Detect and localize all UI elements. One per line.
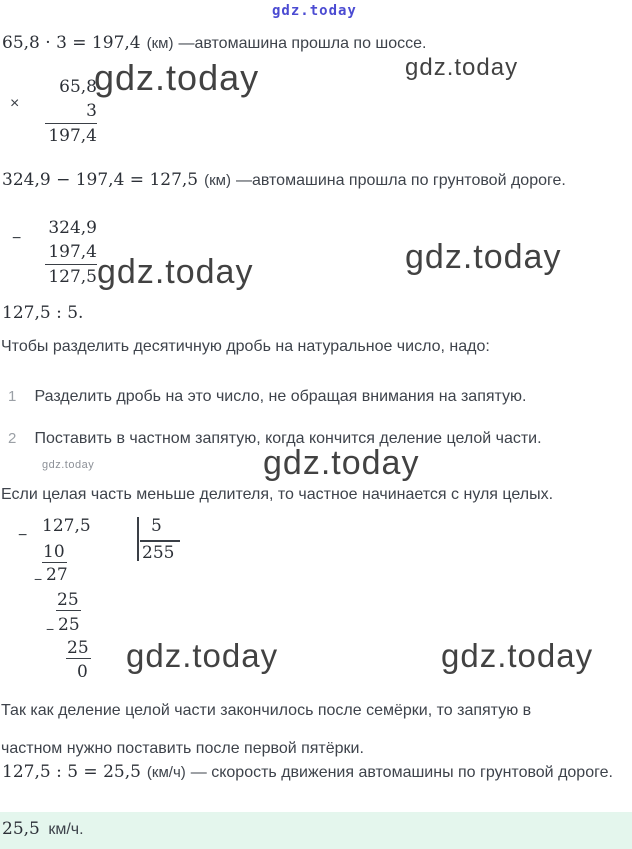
division-bracket-vertical-line	[137, 517, 139, 561]
unit-km-h: (км/ч)	[146, 764, 186, 781]
equation-subtraction: 324,9 − 197,4 = 127,5	[2, 170, 199, 190]
division-quotient: 255	[142, 543, 175, 563]
division-step-4: 25	[58, 615, 80, 635]
explanation-paragraph: Так как деление целой части закончилось после семёрки, то запятую в частном нужно поставить после первой пятёрки.	[1, 702, 532, 757]
rule-number-1: 1	[8, 388, 17, 405]
rule-number-2: 2	[8, 430, 17, 447]
watermark-bottom-right: gdz.today	[441, 637, 594, 674]
equation-division-result: 127,5 : 5 = 25,5	[2, 762, 141, 782]
division-expression: 127,5 : 5.	[2, 303, 84, 323]
unit-km: (км)	[204, 172, 231, 189]
statement-highway-text: —автомашина прошла по шоссе.	[178, 35, 427, 52]
rule-text-1: Разделить дробь на это число, не обращая внимания на запятую.	[34, 388, 527, 405]
watermark-top-blue: gdz.today	[272, 3, 357, 19]
division-step-2: 27	[46, 565, 68, 585]
rule-text-2: Поставить в частном запятую, когда кончится деление целой части.	[34, 430, 542, 447]
mult-factor1: 65,8	[59, 77, 97, 97]
statement-highway-distance	[2, 33, 427, 53]
rule-item-1	[8, 388, 526, 406]
watermark-mid-center: gdz.today	[263, 444, 420, 482]
watermark-mid-right: gdz.today	[405, 238, 562, 276]
watermark-bottom-left: gdz.today	[126, 637, 279, 674]
minus-sign: −	[34, 571, 43, 587]
statement-dirt-road-text: —автомашина прошла по грунтовой дороге.	[235, 172, 566, 189]
answer-highlight	[0, 812, 632, 849]
final-statement-text: — скорость движения автомашины по грунтовой дороге.	[190, 764, 613, 781]
mult-factor2: 3	[45, 99, 97, 124]
watermark-after-subtraction: gdz.today	[97, 253, 254, 291]
final-statement	[2, 755, 614, 790]
watermark-after-multiplication: gdz.today	[94, 57, 260, 98]
minus-sign: −	[12, 230, 22, 247]
sub-minuend: 324,9	[48, 218, 97, 238]
minus-sign: −	[46, 621, 55, 637]
division-step-3: 25	[57, 590, 79, 610]
division-bracket-horizontal-line	[140, 540, 180, 542]
long-division	[0, 515, 220, 685]
division-step-1: 10	[43, 542, 65, 562]
watermark-small-gray: gdz.today	[42, 459, 95, 471]
sub-subtrahend: 197,4	[45, 240, 97, 265]
minus-sign: −	[18, 527, 28, 544]
rule-intro: Чтобы разделить десятичную дробь на натуральное число, надо:	[1, 338, 490, 355]
answer-value: 25,5	[2, 819, 40, 839]
multiply-sign: ×	[10, 95, 20, 112]
sub-difference: 127,5	[48, 267, 97, 287]
division-divisor: 5	[151, 516, 162, 536]
answer-unit: км/ч.	[48, 821, 84, 838]
unit-km: (км)	[146, 35, 174, 52]
rule-item-2	[8, 430, 542, 448]
column-multiplication	[0, 75, 120, 145]
statement-dirt-road-distance	[2, 170, 566, 190]
watermark-top-right: gdz.today	[405, 54, 519, 81]
division-remainder: 0	[77, 662, 88, 682]
equation-multiplication: 65,8 · 3 = 197,4	[2, 33, 141, 53]
mult-product: 197,4	[48, 126, 97, 146]
division-dividend: 127,5	[42, 516, 91, 536]
rule-note: Если целая часть меньше делителя, то частное начинается с нуля целых.	[1, 486, 554, 503]
division-step-5: 25	[67, 638, 89, 658]
column-subtraction	[0, 216, 120, 296]
